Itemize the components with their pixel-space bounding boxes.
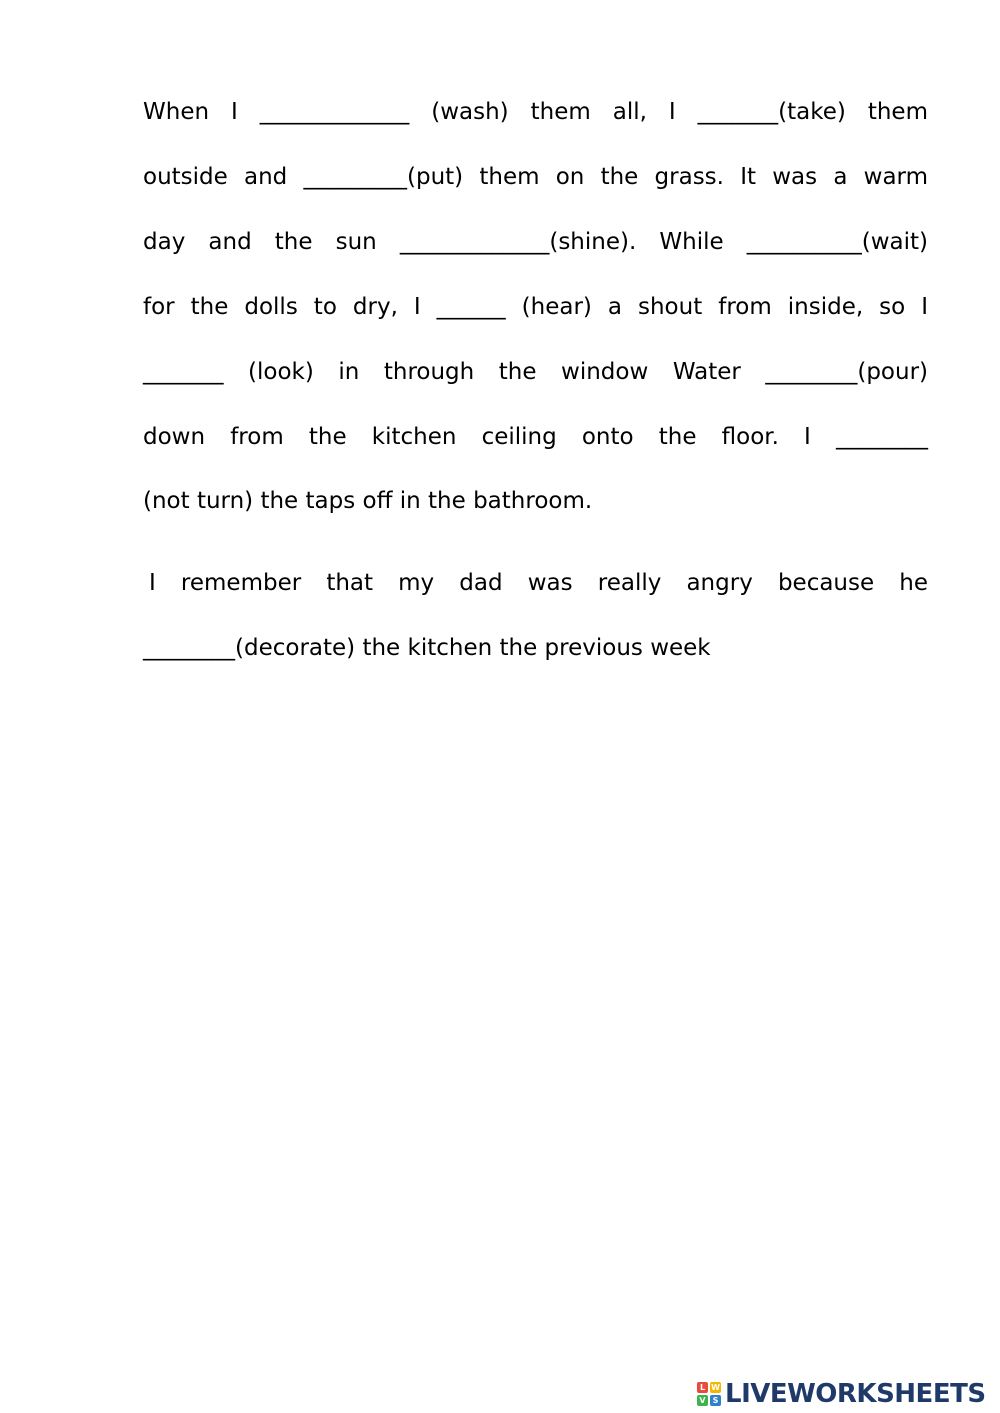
liveworksheets-wordmark: LIVEWORKSHEETS — [725, 1379, 986, 1409]
logo-tile-s: S — [710, 1395, 721, 1406]
logo-tile-w: W — [711, 1383, 720, 1392]
exercise-line-7: (not turn) the taps off in the bathroom. — [143, 488, 593, 514]
exercise-line-6: down from the kitchen ceiling onto the floor. I ________ — [143, 424, 928, 450]
exercise-line-2: outside and _________(put) them on the grass. It was a warm — [143, 164, 928, 190]
logo-tile-l: L — [697, 1382, 708, 1393]
exercise-line-3: day and the sun _____________(shine). While __________(wait) — [143, 229, 928, 255]
logo-tile-v: V — [697, 1395, 708, 1406]
exercise-line-4: for the dolls to dry, I ______ (hear) a shout from inside, so I — [143, 294, 928, 320]
exercise-line-1: When I _____________ (wash) them all, I _______(take) them — [143, 99, 928, 125]
liveworksheets-watermark — [697, 1377, 997, 1411]
exercise-line-5: _______ (look) in through the window Water ________(pour) — [143, 359, 928, 385]
exercise-line-9: ________(decorate) the kitchen the previous week — [143, 635, 711, 661]
liveworksheets-logo-icon — [697, 1382, 721, 1406]
exercise-line-8: I remember that my dad was really angry because he — [149, 570, 928, 596]
